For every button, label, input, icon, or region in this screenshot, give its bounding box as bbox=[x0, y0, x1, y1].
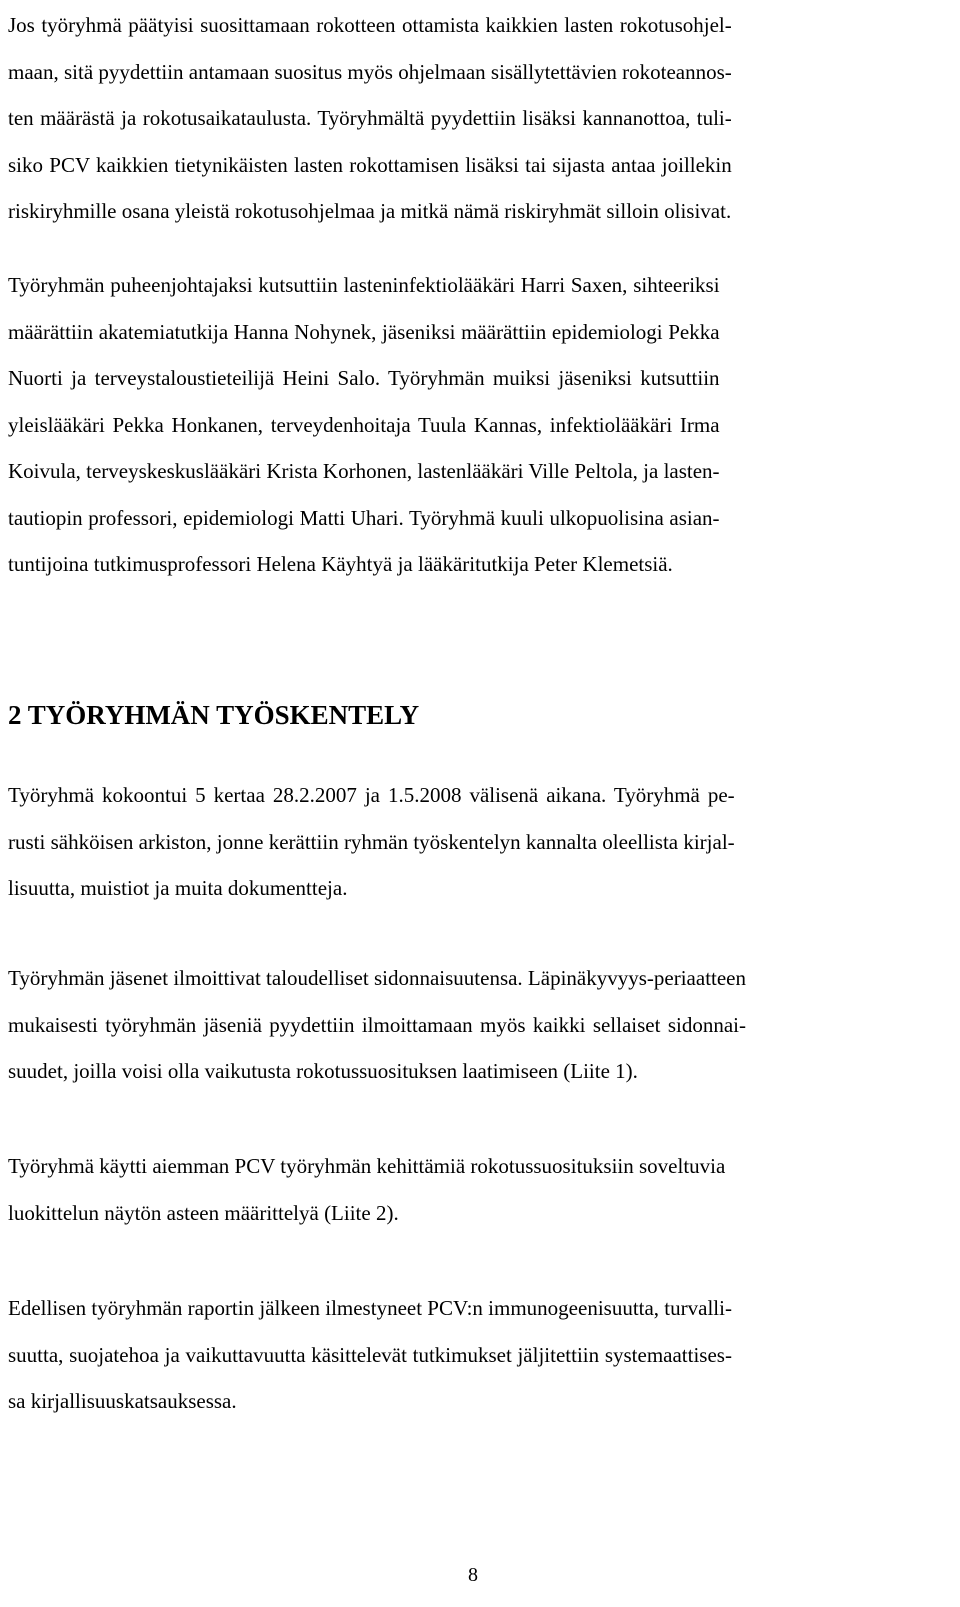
paragraph-meetings bbox=[8, 772, 735, 912]
text-line: suudet, joilla voisi olla vaikutusta rokotussuosituksen laatimiseen (Liite 1). bbox=[8, 1059, 638, 1083]
text-line: maan, sitä pyydettiin antamaan suositus myös ohjelmaan sisällytettävien rokoteannos- bbox=[8, 59, 732, 84]
text-line: Työryhmä käytti aiemman PCV työryhmän kehittämiä rokotussuosituksiin soveltuvia bbox=[8, 1154, 726, 1178]
text-line: määrättiin akatemiatutkija Hanna Nohynek, jäseniksi määrättiin epidemiologi Pekka bbox=[8, 319, 720, 344]
paragraph-conflicts-of-interest bbox=[8, 955, 746, 1095]
text-line: Nuorti ja terveystaloustieteilijä Heini Salo. Työryhmän muiksi jäseniksi kutsuttiin bbox=[8, 366, 720, 390]
text-line: Työryhmän puheenjohtajaksi kutsuttiin lasteninfektiolääkäri Harri Saxen, sihteeriksi bbox=[8, 273, 720, 297]
text-line: luokittelun näytön asteen määrittelyä (Liite 2). bbox=[8, 1200, 399, 1225]
text-line: Jos työryhmä päätyisi suosittamaan rokotteen ottamista kaikkien lasten rokotusohjel- bbox=[8, 13, 732, 37]
text-line: Työryhmä kokoontui 5 kertaa 28.2.2007 ja 1.5.2008 välisenä aikana. Työryhmä pe- bbox=[8, 783, 735, 807]
text-line: mukaisesti työryhmän jäseniä pyydettiin ilmoittamaan myös kaikki sellaiset sidonnai- bbox=[8, 1012, 747, 1037]
section-heading: 2 TYÖRYHMÄN TYÖSKENTELY bbox=[8, 700, 420, 730]
text-line: rusti sähköisen arkiston, jonne kerättiin ryhmän työskentelyn kannalta oleellista kirjal- bbox=[8, 829, 735, 854]
text-line: lisuutta, muistiot ja muita dokumentteja. bbox=[8, 876, 348, 900]
text-line: Koivula, terveyskeskuslääkäri Krista Korhonen, lastenlääkäri Ville Peltola, ja lasten- bbox=[8, 459, 720, 483]
page-number: 8 bbox=[468, 1564, 478, 1586]
text-line: riskiryhmille osana yleistä rokotusohjelmaa ja mitkä nämä riskiryhmät silloin olisivat. bbox=[8, 199, 732, 223]
text-line: tuntijoina tutkimusprofessori Helena Käyhtyä ja lääkäritutkija Peter Klemetsiä. bbox=[8, 552, 673, 576]
paragraph-literature-review bbox=[8, 1285, 732, 1425]
paragraph-evidence-grading bbox=[8, 1143, 725, 1236]
paragraph-members bbox=[8, 262, 720, 588]
text-line: sa kirjallisuuskatsauksessa. bbox=[8, 1389, 237, 1413]
text-line: Työryhmän jäsenet ilmoittivat taloudelliset sidonnaisuutensa. Läpinäkyvyys-periaatteen bbox=[8, 966, 747, 990]
text-line: Edellisen työryhmän raportin jälkeen ilmestyneet PCV:n immunogeenisuutta, turvalli- bbox=[8, 1296, 732, 1320]
text-line: suutta, suojatehoa ja vaikuttavuutta käsittelevät tutkimukset jäljitettiin systemaattises- bbox=[8, 1342, 732, 1367]
text-line: ten määrästä ja rokotusaikataulusta. Työryhmältä pyydettiin lisäksi kannanottoa, tuli- bbox=[8, 106, 732, 130]
paragraph-mandate bbox=[8, 2, 732, 235]
text-line: siko PCV kaikkien tietynikäisten lasten rokottamisen lisäksi tai sijasta antaa joillekin bbox=[8, 152, 732, 177]
text-line: yleislääkäri Pekka Honkanen, terveydenhoitaja Tuula Kannas, infektiolääkäri Irma bbox=[8, 412, 720, 437]
text-line: tautiopin professori, epidemiologi Matti Uhari. Työryhmä kuuli ulkopuolisina asian- bbox=[8, 505, 720, 530]
